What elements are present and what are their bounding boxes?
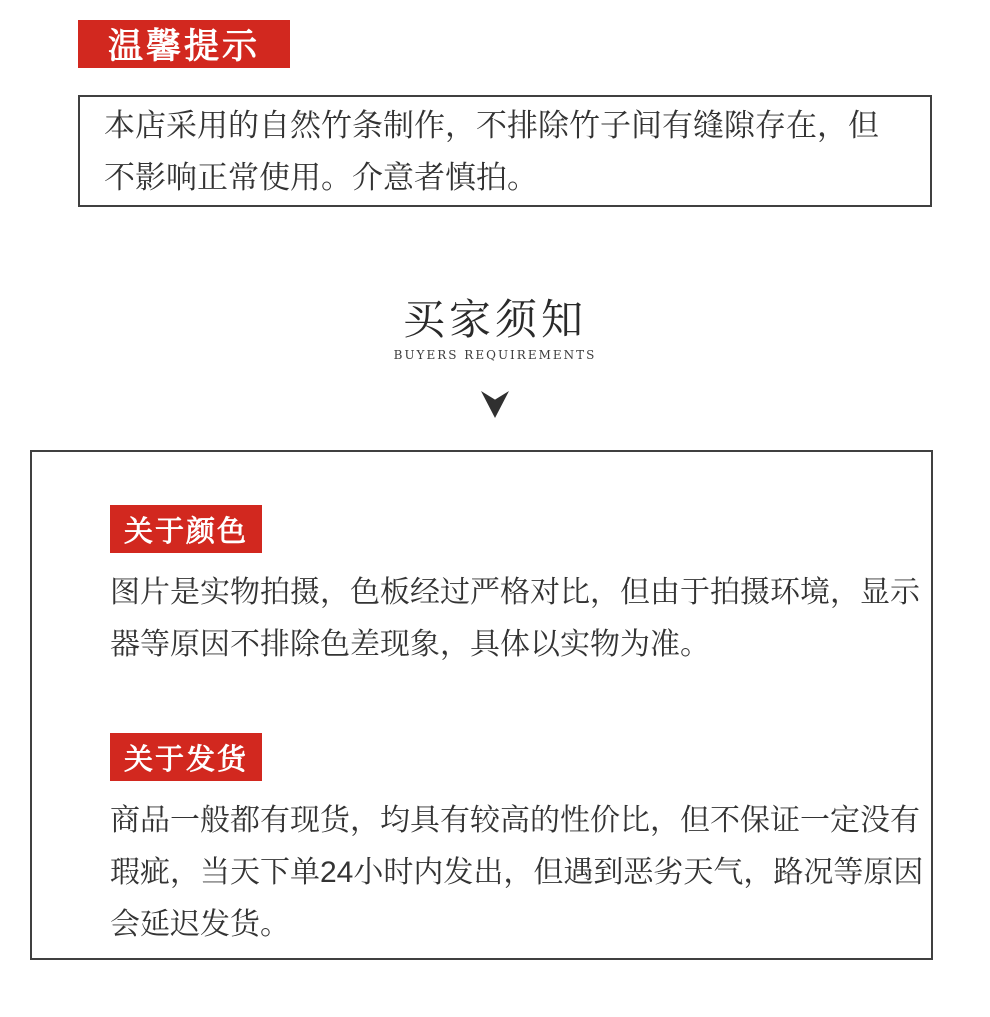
about-color-line-1: 图片是实物拍摄，色板经过严格对比，但由于拍摄环境，显示 [110, 576, 920, 609]
down-arrow-icon [481, 391, 509, 418]
info-box [30, 450, 933, 960]
warm-tips-badge: 温馨提示 [78, 20, 290, 68]
notice-text-line-1: 本店采用的自然竹条制作，不排除竹子间有缝隙存在，但 [104, 108, 879, 143]
buyers-requirements-subtitle: BUYERS REQUIREMENTS [393, 348, 597, 362]
about-shipping-badge: 关于发货 [110, 733, 262, 781]
about-shipping-text [110, 795, 924, 951]
buyers-requirements-title: 买家须知 [402, 295, 587, 344]
about-shipping-line-3: 会延迟发货。 [110, 908, 290, 941]
about-color-line-2: 器等原因不排除色差现象，具体以实物为准。 [110, 628, 710, 661]
about-color-badge: 关于颜色 [110, 505, 262, 553]
notice-box [78, 95, 932, 207]
buyers-requirements-header [0, 294, 990, 418]
about-shipping-line-2: 瑕疵，当天下单24小时内发出，但遇到恶劣天气，路况等原因 [110, 856, 924, 889]
about-shipping-line-1: 商品一般都有现货，均具有较高的性价比，但不保证一定没有 [110, 804, 920, 837]
notice-text-line-2: 不影响正常使用。介意者慎拍。 [104, 160, 538, 195]
about-color-text [110, 567, 919, 671]
